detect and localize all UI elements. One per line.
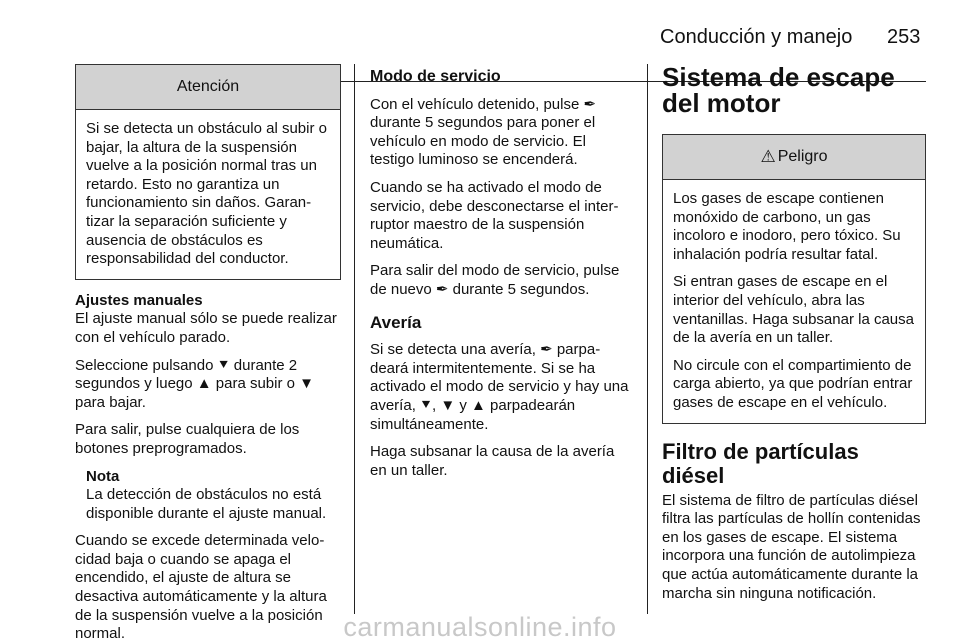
danger-title: Peligro	[777, 148, 828, 165]
fault-title: Avería	[370, 312, 422, 332]
attention-box	[75, 64, 341, 280]
fault-paragraph-1: Si se detecta una avería, ✒ parpadeará intermitentemente. Si se ha activado el modo de servicio y hay una avería, ⯆, ▼ y ▲ parpadearán simultáneamente.	[370, 341, 629, 433]
service-mode-title: Modo de servicio	[370, 68, 501, 85]
danger-paragraph-2: Si entran gases de escape en el interior del vehículo, abra las ventanillas. Haga subsanar la causa de la avería en un taller.	[673, 273, 914, 347]
note-text: La detección de obstáculos no está disponible durante el ajuste manual.	[86, 486, 327, 522]
column-divider-2	[647, 64, 648, 614]
exhaust-system-title: Sistema de escape del motor	[662, 62, 895, 118]
note-block	[86, 468, 341, 524]
manual-settings-title: Ajustes manuales	[75, 291, 203, 309]
danger-paragraph-1: Los gases de escape contienen monóxido de carbono, un gas incoloro e inodoro, pero tóxico. Su inhalación podría resultar fatal.	[673, 190, 901, 263]
diesel-filter-text: El sistema de filtro de partículas diésel filtra las partículas de hollín contenidas en los gases de escape. El sistema incorpora una función de autolimpieza que actúa automáticamente durante la marcha sin ninguna notificación.	[662, 491, 921, 602]
manual-paragraph-4: Cuando se excede determinada velocidad baja o cuando se apaga el encendido, el ajuste de altura se desactiva automáticamente y la altura de la suspensión vuelve a la posición normal.	[75, 532, 327, 643]
diesel-filter-title: Filtro de partículas diésel	[662, 438, 859, 488]
column-3	[662, 64, 926, 603]
service-paragraph-1: Con el vehículo detenido, pulse ✒ durante 5 segundos para poner el vehículo en modo de servicio. El testigo luminoso se encenderá.	[370, 95, 597, 169]
danger-header	[663, 135, 925, 180]
column-1	[75, 64, 341, 644]
danger-box	[662, 134, 926, 424]
manual-paragraph-3: Para salir, pulse cualquiera de los botones preprogramados.	[75, 421, 300, 457]
service-paragraph-2: Cuando se ha activado el modo de servicio, debe desconectarse el interruptor maestro de la suspensión neumática.	[370, 178, 619, 252]
chapter-title: Conducción y manejo	[660, 26, 853, 48]
manual-paragraph-2: Seleccione pulsando ⯆ durante 2 segundos y luego ▲ para subir o ▼ para bajar.	[75, 356, 314, 411]
note-title: Nota	[86, 467, 120, 485]
column-divider-1	[354, 64, 355, 614]
watermark: carmanualsonline.info	[343, 612, 617, 642]
fault-paragraph-2: Haga subsanar la causa de la avería en un taller.	[370, 443, 615, 479]
page-number: 253	[887, 26, 921, 48]
warning-icon: ⚠	[760, 147, 776, 166]
attention-title: Atención	[76, 65, 340, 110]
danger-paragraph-3: No circule con el compartimiento de carga abierto, ya que podrían entrar gases de escape en el vehículo.	[673, 356, 913, 411]
service-paragraph-3: Para salir del modo de servicio, pulse de nuevo ✒ durante 5 segundos.	[370, 262, 620, 298]
attention-text: Si se detecta un obstáculo al subir o bajar, la altura de la suspensión vuelve a la posición normal tras un retardo. Esto no garantiza un funcionamiento sin daños. Garantizar la separación suficiente y ausencia de obstáculos es responsabilidad del conductor.	[86, 120, 327, 268]
page-header	[0, 26, 960, 56]
column-2	[370, 64, 632, 480]
manual-paragraph-1: El ajuste manual sólo se puede realizar con el vehículo parado.	[75, 310, 337, 346]
